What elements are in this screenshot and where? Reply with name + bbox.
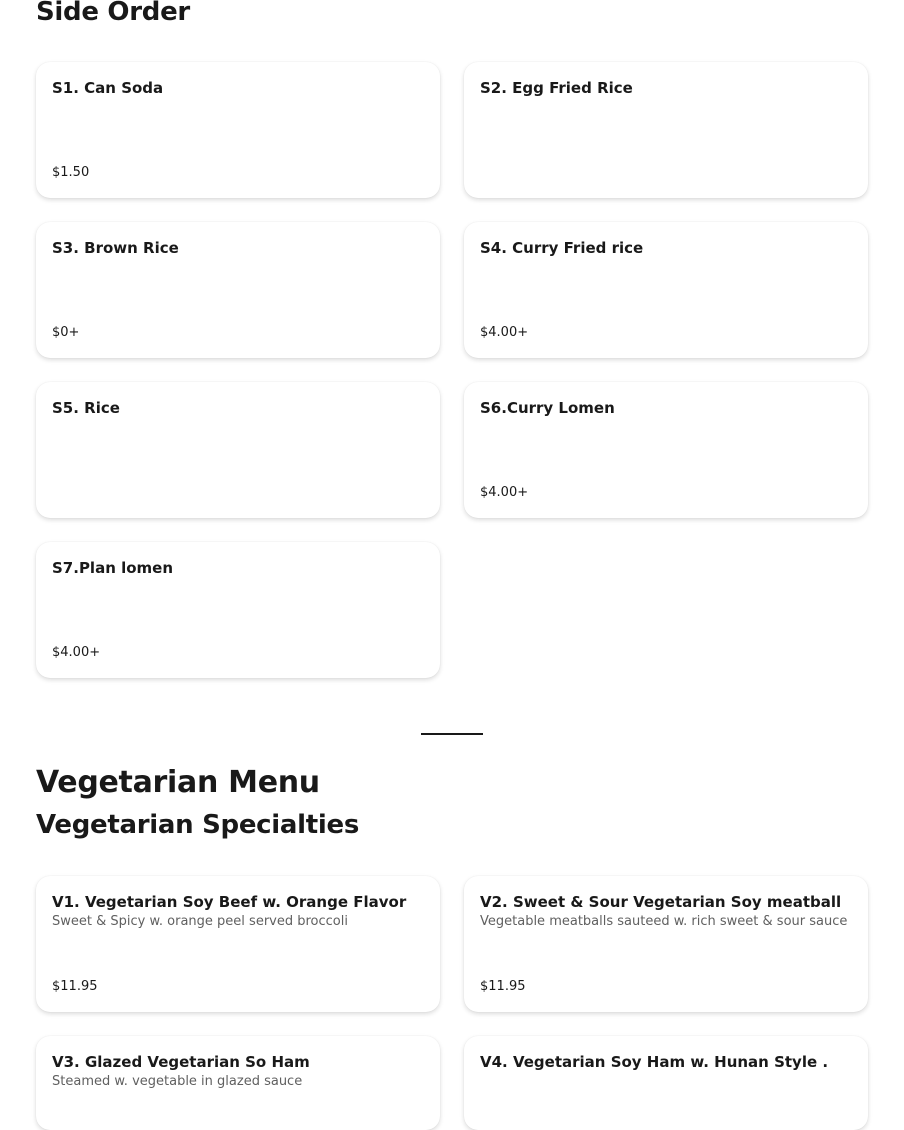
item-price: $4.00+	[480, 485, 529, 500]
item-name: V3. Glazed Vegetarian So Ham	[52, 1053, 310, 1071]
item-description: Steamed w. vegetable in glazed sauce	[52, 1074, 303, 1089]
item-name: S7.Plan lomen	[52, 559, 174, 577]
item-name: S6.Curry Lomen	[480, 399, 615, 417]
menu-item-card-v2[interactable]	[464, 876, 868, 1012]
item-name: V4. Vegetarian Soy Ham w. Hunan Style .	[480, 1053, 829, 1071]
menu-item-card-v4[interactable]	[464, 1036, 868, 1130]
section-divider	[421, 733, 483, 735]
vegetarian-specialties-heading: Vegetarian Specialties	[36, 810, 359, 840]
side-order-heading: Side Order	[36, 0, 190, 27]
item-price: $11.95	[480, 979, 526, 994]
menu-item-card-s6[interactable]	[464, 382, 868, 518]
menu-item-card-s3[interactable]	[36, 222, 440, 358]
menu-item-card-s1[interactable]	[36, 62, 440, 198]
menu-item-card-s4[interactable]	[464, 222, 868, 358]
item-name: V1. Vegetarian Soy Beef w. Orange Flavor	[52, 893, 407, 911]
item-name: S3. Brown Rice	[52, 239, 179, 257]
menu-item-card-s2[interactable]	[464, 62, 868, 198]
item-description: Vegetable meatballs sauteed w. rich sweet & sour sauce	[480, 914, 848, 929]
menu-item-card-s5[interactable]	[36, 382, 440, 518]
item-name: S4. Curry Fried rice	[480, 239, 644, 257]
item-name: S1. Can Soda	[52, 79, 164, 97]
item-price: $4.00+	[52, 645, 101, 660]
menu-item-card-v3[interactable]	[36, 1036, 440, 1130]
menu-item-card-s7[interactable]	[36, 542, 440, 678]
item-name: S5. Rice	[52, 399, 120, 417]
item-price: $4.00+	[480, 325, 529, 340]
vegetarian-menu-heading: Vegetarian Menu	[36, 765, 320, 800]
item-price: $11.95	[52, 979, 98, 994]
item-price: $0+	[52, 325, 80, 340]
item-name: S2. Egg Fried Rice	[480, 79, 633, 97]
item-price: $1.50	[52, 165, 90, 180]
menu-item-card-v1[interactable]	[36, 876, 440, 1012]
item-description: Sweet & Spicy w. orange peel served broccoli	[52, 914, 348, 929]
item-name: V2. Sweet & Sour Vegetarian Soy meatball	[480, 893, 842, 911]
